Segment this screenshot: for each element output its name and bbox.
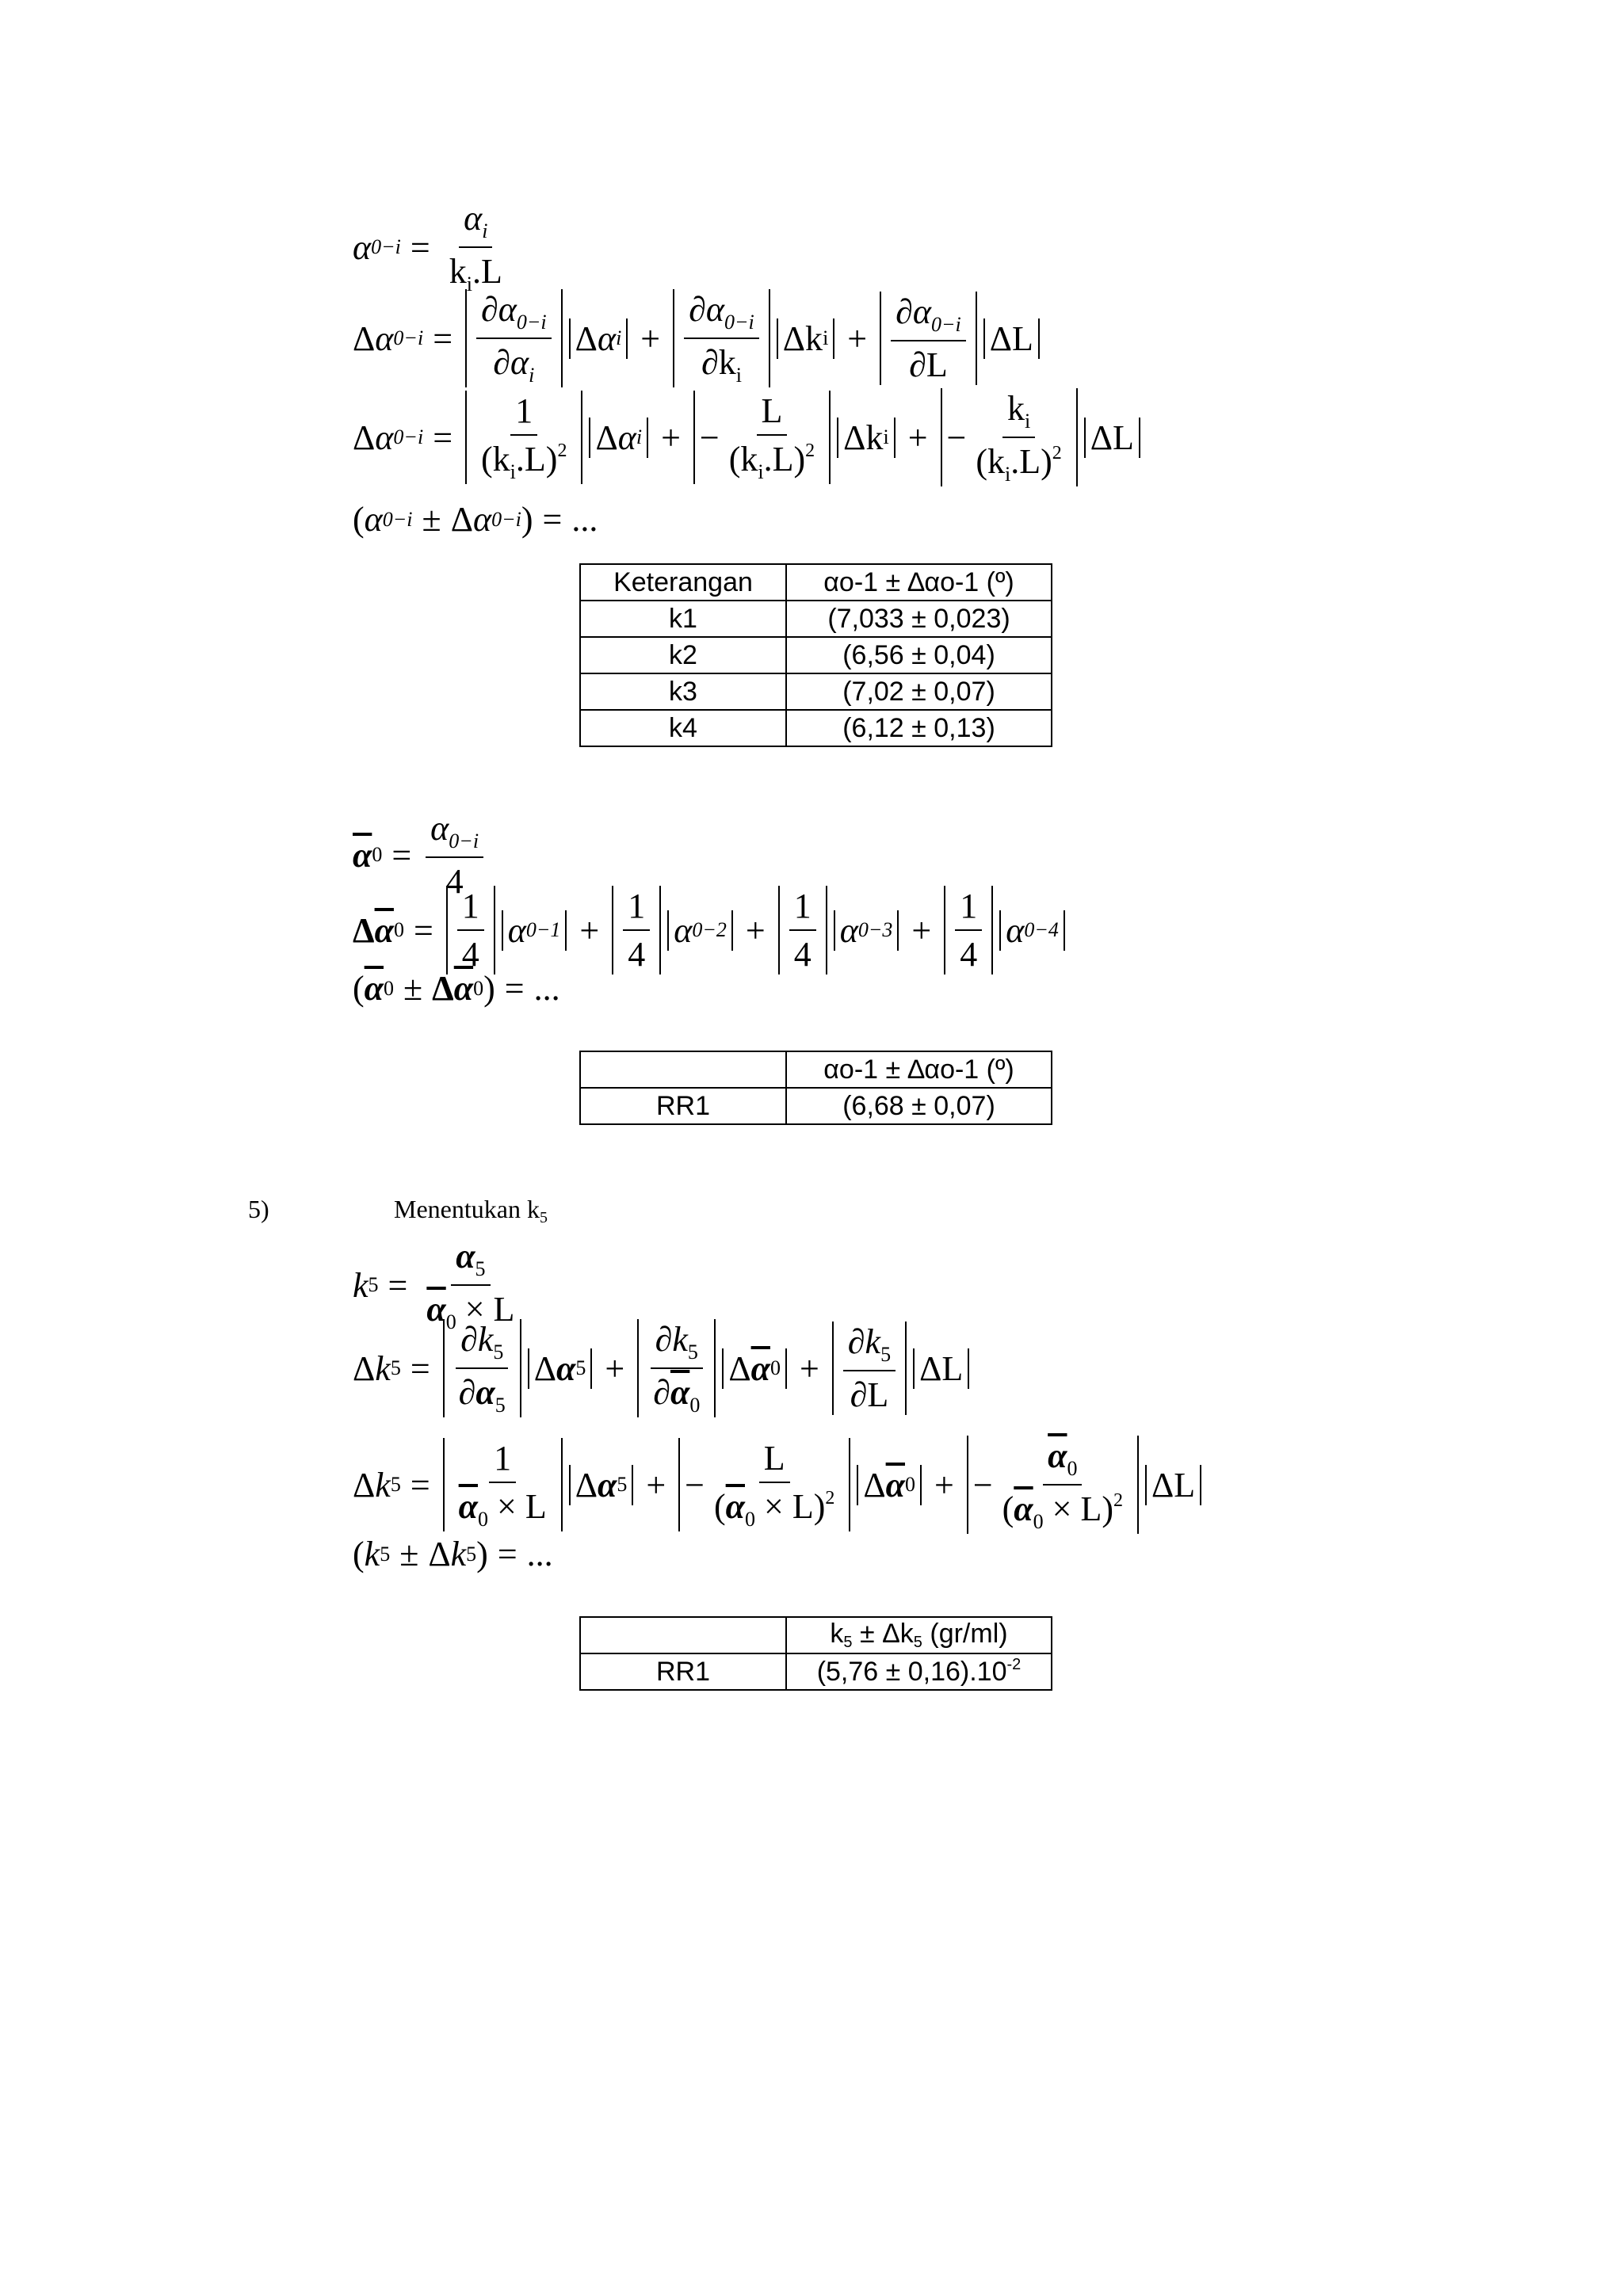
table-cell: RR1 <box>580 1653 786 1690</box>
table-cell <box>786 1653 1052 1690</box>
table-header-cell <box>580 1051 786 1088</box>
cell-value: (5,76 ± 0,16).10 <box>816 1657 1007 1687</box>
equation-mean-alpha0: $\overline{\alpha}$ 0 = $\frac{\alpha_{0-i}}{4}$ <box>353 808 488 902</box>
section-title <box>394 1195 548 1227</box>
equation-alpha0i: α 0−i = $\frac{\alpha_i}{k_i.L}$ <box>353 199 502 296</box>
table-mean-alpha0 <box>579 1051 1052 1125</box>
table-row <box>580 601 1052 637</box>
equation-delta-k5-expanded: Δ k 5 = $\frac{1}{\overline{\alpha}_0 \times L}$ Δ α 5 + − $\frac{L}{(\overline{\alpha}_0 \times L)^2}$ Δ $\overline{\alpha}$ 0 + − $\frac{\overline{\alpha}_0}{(\overline{\alpha}_0 \times L)^2}$ ΔL <box>353 1436 1205 1534</box>
equation-delta-alpha0i-expanded: Δ α 0−i = $\frac{1}{(k_i.L)^2}$ Δ α i + − $\frac{L}{(k_i.L)^2}$ Δk i + − $\frac{k_i}{(k_i.L)^2}$ ΔL <box>353 388 1144 486</box>
table-header-cell <box>786 1617 1052 1653</box>
header-text: ± Δk <box>852 1619 914 1649</box>
table-row <box>580 710 1052 746</box>
table-cell: (6,68 ± 0,07) <box>786 1088 1052 1124</box>
table-row <box>580 637 1052 673</box>
equation-delta-mean-alpha0: Δ $\overline{\alpha}$ 0 = $\frac{1}{4}$ α 0−1 + $\frac{1}{4}$ α 0−2 + $\frac{1}{4}$ α 0−3 + $\frac{1}{4}$ α 0−4 <box>353 886 1068 974</box>
section-title-subscript: 5 <box>539 1209 548 1226</box>
header-text: k <box>830 1619 844 1649</box>
table-row <box>580 1088 1052 1124</box>
section-title-text: Menentukan k <box>394 1195 540 1223</box>
table-header-cell <box>580 1617 786 1653</box>
table-cell: (7,02 ± 0,07) <box>786 673 1052 710</box>
header-text: (gr/ml) <box>922 1619 1008 1649</box>
table-header-row <box>580 1617 1052 1653</box>
table-cell: RR1 <box>580 1088 786 1124</box>
table-row <box>580 673 1052 710</box>
table-cell: (6,12 ± 0,13) <box>786 710 1052 746</box>
table-cell: k1 <box>580 601 786 637</box>
table-cell: (6,56 ± 0,04) <box>786 637 1052 673</box>
table-alpha0-per-k <box>579 563 1052 747</box>
table-cell: (7,033 ± 0,023) <box>786 601 1052 637</box>
equation-k5: k 5 = $\frac{\alpha_5}{\overline{\alpha}_0 \times L}$ <box>353 1237 515 1333</box>
equation-result-alpha0i: ( α 0−i ± Δ α 0−i ) = ... <box>353 500 598 539</box>
equation-result-k5: ( k 5 ± Δ k 5 ) = ... <box>353 1535 553 1573</box>
table-header-row <box>580 564 1052 601</box>
table-cell: k2 <box>580 637 786 673</box>
table-header-cell: αo-1 ± ∆αo-1 (º) <box>786 1051 1052 1088</box>
table-k5 <box>579 1616 1052 1691</box>
table-row <box>580 1653 1052 1690</box>
equation-delta-k5-partial: Δ k 5 = $\frac{\partial k_5}{\partial\alpha_5}$ Δ α 5 + $\frac{\partial k_5}{\partial\overline{\alpha}_0}$ Δ $\overline{\alpha}$ 0 + $\frac{\partial k_5}{\partial L}$ ΔL <box>353 1319 972 1417</box>
header-subscript: 5 <box>913 1634 922 1651</box>
cell-exponent: -2 <box>1006 1656 1022 1673</box>
section-number: 5) <box>248 1195 269 1223</box>
table-cell: k3 <box>580 673 786 710</box>
table-header-cell: Keterangan <box>580 564 786 601</box>
table-header-cell: αo-1 ± ∆αo-1 (º) <box>786 564 1052 601</box>
equation-delta-alpha0i-partial: Δ α 0−i = $\frac{\partial\alpha_{0-i}}{\partial\alpha_i}$ Δ α i + $\frac{\partial\alpha_{0-i}}{\partial k_i}$ Δk i + $\frac{\partial\alpha_{0-i}}{\partial L}$ ΔL <box>353 289 1043 387</box>
table-cell: k4 <box>580 710 786 746</box>
header-subscript: 5 <box>843 1634 853 1651</box>
table-header-row <box>580 1051 1052 1088</box>
equation-result-mean-alpha0: ( $\overline{\alpha}$ 0 ± Δ $\overline{\alpha}$ 0 ) = ... <box>353 969 560 1008</box>
